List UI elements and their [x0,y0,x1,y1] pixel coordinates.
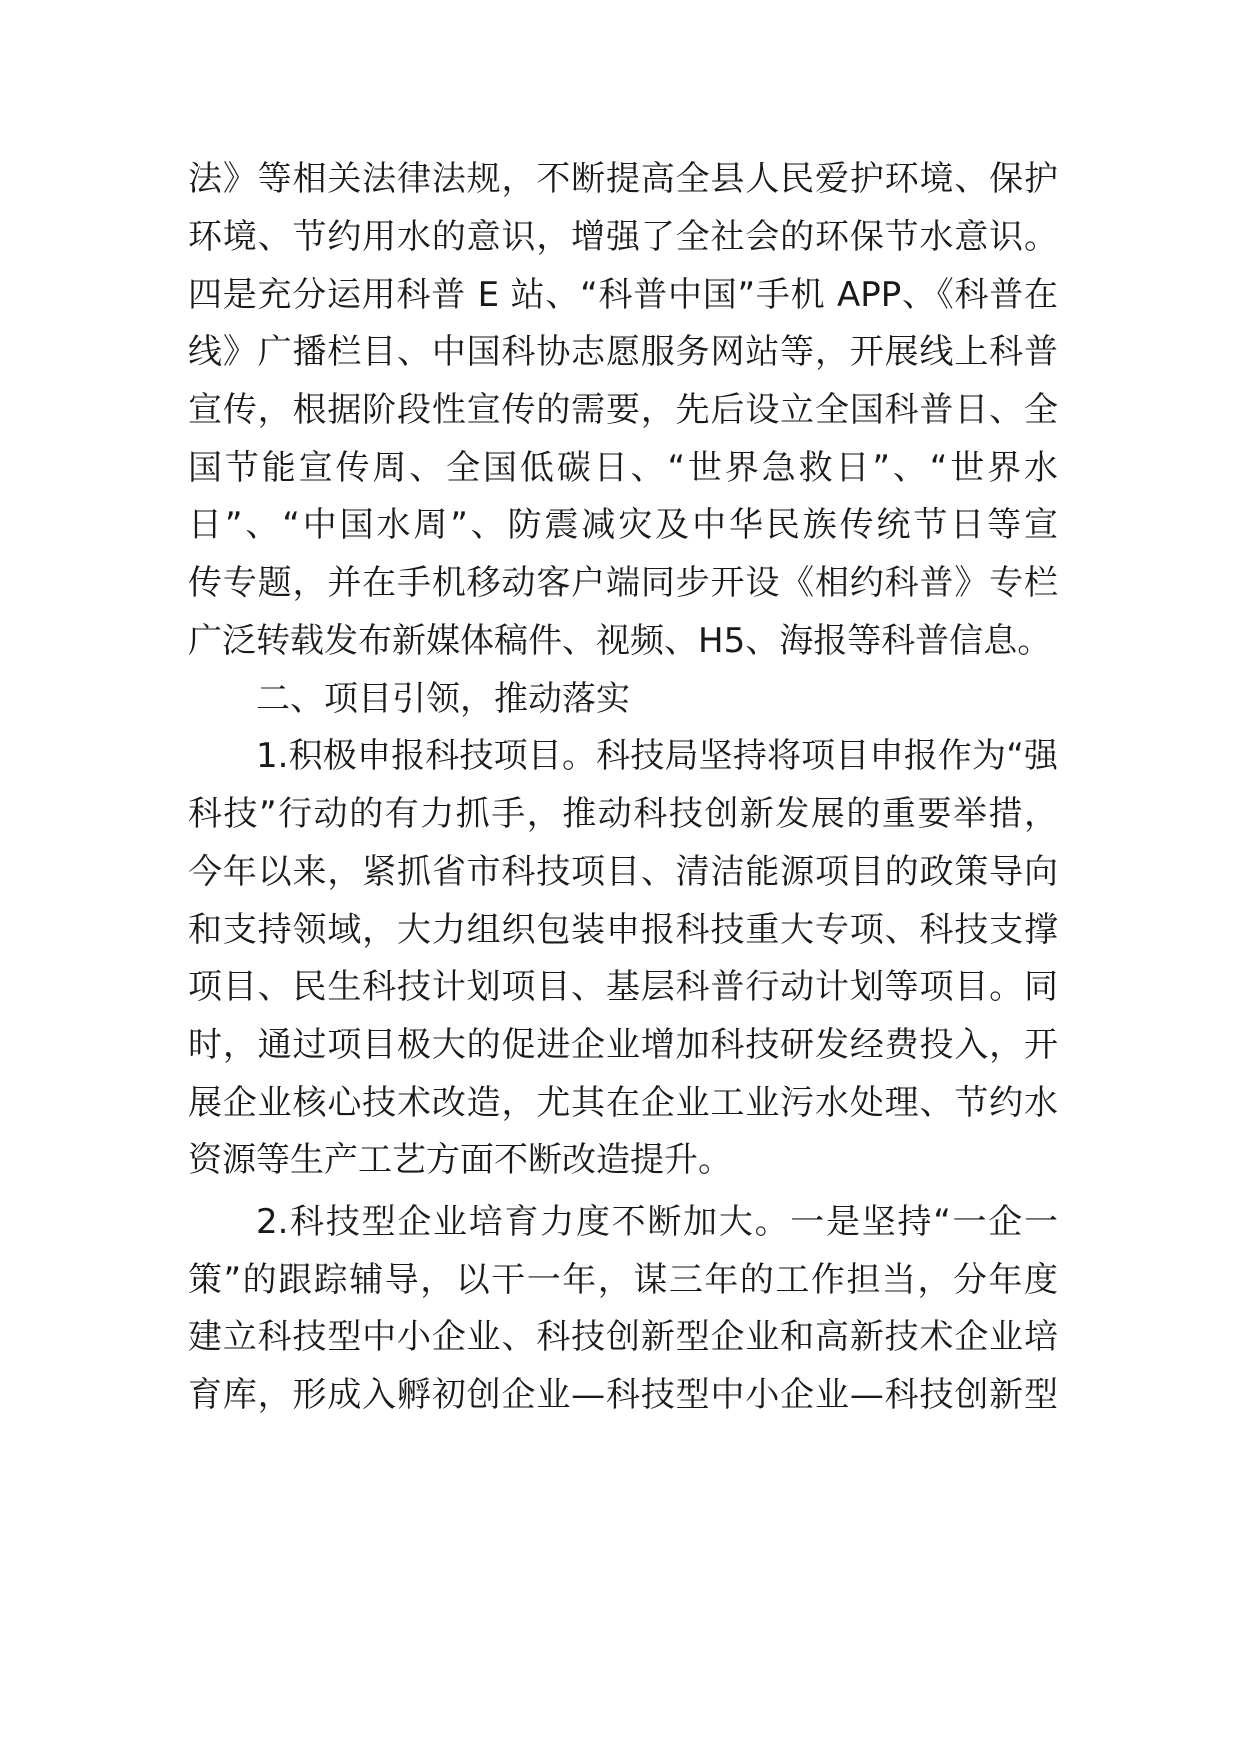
paragraph-line: 国节能宣传周、全国低碳日、“世界急救日”、“世界水 [188,448,1058,488]
paragraph-line: 1.积极申报科技项目。科技局坚持将项目申报作为“强 [256,736,1058,776]
paragraph-line: 法》等相关法律法规，不断提高全县人民爱护环境、保护 [188,159,1058,199]
paragraph-line: 时，通过项目极大的促进企业增加科技研发经费投入，开 [188,1025,1058,1065]
paragraph-line: 建立科技型中小企业、科技创新型企业和高新技术企业培 [188,1317,1058,1357]
paragraph-line: 科技”行动的有力抓手，推动科技创新发展的重要举措， [188,794,1058,834]
paragraph-line: 线》广播栏目、中国科协志愿服务网站等，开展线上科普 [188,332,1058,372]
paragraph-line: 传专题，并在手机移动客户端同步开设《相约科普》专栏 [188,563,1058,603]
paragraph-line: 环境、节约用水的意识，增强了全社会的环保节水意识。 [188,217,1058,257]
paragraph-line: 和支持领域，大力组织包装申报科技重大专项、科技支撑 [188,910,1058,950]
paragraph-line: 广泛转载发布新媒体稿件、视频、H5、海报等科普信息。 [188,621,1052,661]
paragraph-line: 2.科技型企业培育力度不断加大。一是坚持“一企一 [256,1202,1058,1242]
paragraph-line: 展企业核心技术改造，尤其在企业工业污水处理、节约水 [188,1083,1058,1123]
paragraph-line: 育库，形成入孵初创企业—科技型中小企业—科技创新型 [188,1375,1058,1415]
section-heading: 二、项目引领，推动落实 [256,679,630,719]
paragraph-line: 策”的跟踪辅导，以干一年，谋三年的工作担当，分年度 [188,1260,1058,1300]
paragraph-line: 资源等生产工艺方面不断改造提升。 [188,1140,732,1180]
paragraph-line: 日”、“中国水周”、防震减灾及中华民族传统节日等宣 [188,505,1058,545]
paragraph-line: 四是充分运用科普 E 站、“科普中国”手机 APP、《科普在 [188,275,1058,315]
paragraph-line: 项目、民生科技计划项目、基层科普行动计划等项目。同 [188,967,1058,1007]
paragraph-line: 今年以来，紧抓省市科技项目、清洁能源项目的政策导向 [188,852,1058,892]
paragraph-line: 宣传，根据阶段性宣传的需要，先后设立全国科普日、全 [188,390,1058,430]
